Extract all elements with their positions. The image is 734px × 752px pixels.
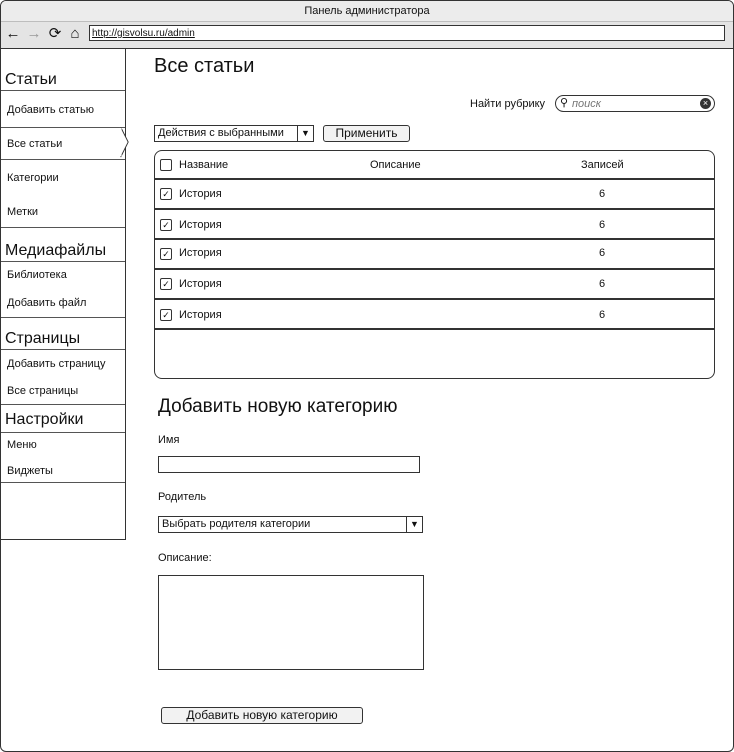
search-icon: ⚲ <box>560 97 569 109</box>
forward-arrow-icon[interactable]: → <box>26 25 42 42</box>
clear-icon[interactable]: × <box>700 98 711 109</box>
column-header-description[interactable]: Описание <box>370 159 421 171</box>
active-item-indicator <box>1 127 133 159</box>
categories-table <box>154 150 715 379</box>
row-count: 6 <box>599 247 606 259</box>
search-box[interactable] <box>555 95 715 112</box>
column-header-name[interactable]: Название <box>179 159 229 171</box>
row-checkbox[interactable]: ✓ <box>160 248 172 260</box>
name-field[interactable] <box>158 456 420 473</box>
sidebar-section-media: Медиафайлы <box>5 242 107 259</box>
reload-icon[interactable]: ⟳ <box>48 25 62 42</box>
column-header-count[interactable]: Записей <box>581 159 624 171</box>
home-icon[interactable]: ⌂ <box>70 25 80 42</box>
row-checkbox[interactable]: ✓ <box>160 188 172 200</box>
name-label: Имя <box>158 434 180 446</box>
back-arrow-icon[interactable]: ← <box>5 25 21 42</box>
sidebar-item-widgets[interactable]: Виджеты <box>7 465 53 477</box>
row-name[interactable]: История <box>179 219 222 231</box>
sidebar <box>1 49 126 540</box>
row-name[interactable]: История <box>179 247 222 259</box>
description-textarea[interactable] <box>158 575 424 670</box>
row-name[interactable]: История <box>179 278 222 290</box>
sidebar-section-pages: Страницы <box>5 330 81 347</box>
parent-label: Родитель <box>158 491 207 503</box>
row-checkbox[interactable]: ✓ <box>160 278 172 290</box>
row-checkbox[interactable]: ✓ <box>160 219 172 231</box>
parent-select[interactable] <box>158 516 423 533</box>
row-name[interactable]: История <box>179 188 222 200</box>
sidebar-section-settings: Настройки <box>5 411 84 428</box>
sidebar-item-all-articles[interactable]: Все статьи <box>7 138 63 150</box>
row-count: 6 <box>599 309 606 321</box>
add-category-button[interactable]: Добавить новую категорию <box>161 707 363 724</box>
sidebar-item-add-page[interactable]: Добавить страницу <box>7 358 106 370</box>
parent-select-value: Выбрать родителя категории <box>162 518 311 530</box>
apply-button[interactable]: Применить <box>323 125 410 142</box>
description-label: Описание: <box>158 552 212 564</box>
sidebar-item-menu[interactable]: Меню <box>7 439 37 451</box>
address-bar[interactable]: http://gisvolsu.ru/admin <box>89 25 725 41</box>
row-count: 6 <box>599 278 606 290</box>
row-count: 6 <box>599 188 606 200</box>
sidebar-item-library[interactable]: Библиотека <box>7 269 67 281</box>
dropdown-arrow-icon: ▼ <box>406 517 422 532</box>
sidebar-section-articles: Статьи <box>5 71 57 88</box>
row-name[interactable]: История <box>179 309 222 321</box>
sidebar-item-add-file[interactable]: Добавить файл <box>7 297 87 309</box>
form-title: Добавить новую категорию <box>158 396 398 417</box>
page-title: Все статьи <box>154 55 255 77</box>
search-input[interactable] <box>572 97 692 110</box>
dropdown-arrow-icon: ▼ <box>297 126 313 141</box>
sidebar-item-tags[interactable]: Метки <box>7 206 39 218</box>
row-checkbox[interactable]: ✓ <box>160 309 172 321</box>
row-count: 6 <box>599 219 606 231</box>
sidebar-item-add-article[interactable]: Добавить статью <box>7 104 94 116</box>
select-all-checkbox[interactable] <box>160 159 172 171</box>
browser-navbar <box>1 22 733 49</box>
window-title: Панель администратора <box>1 1 733 22</box>
bulk-actions-value: Действия с выбранными <box>158 127 284 139</box>
search-label: Найти рубрику <box>470 98 546 110</box>
sidebar-item-categories[interactable]: Категории <box>7 172 59 184</box>
sidebar-item-all-pages[interactable]: Все страницы <box>7 385 79 397</box>
bulk-actions-select[interactable] <box>154 125 314 142</box>
